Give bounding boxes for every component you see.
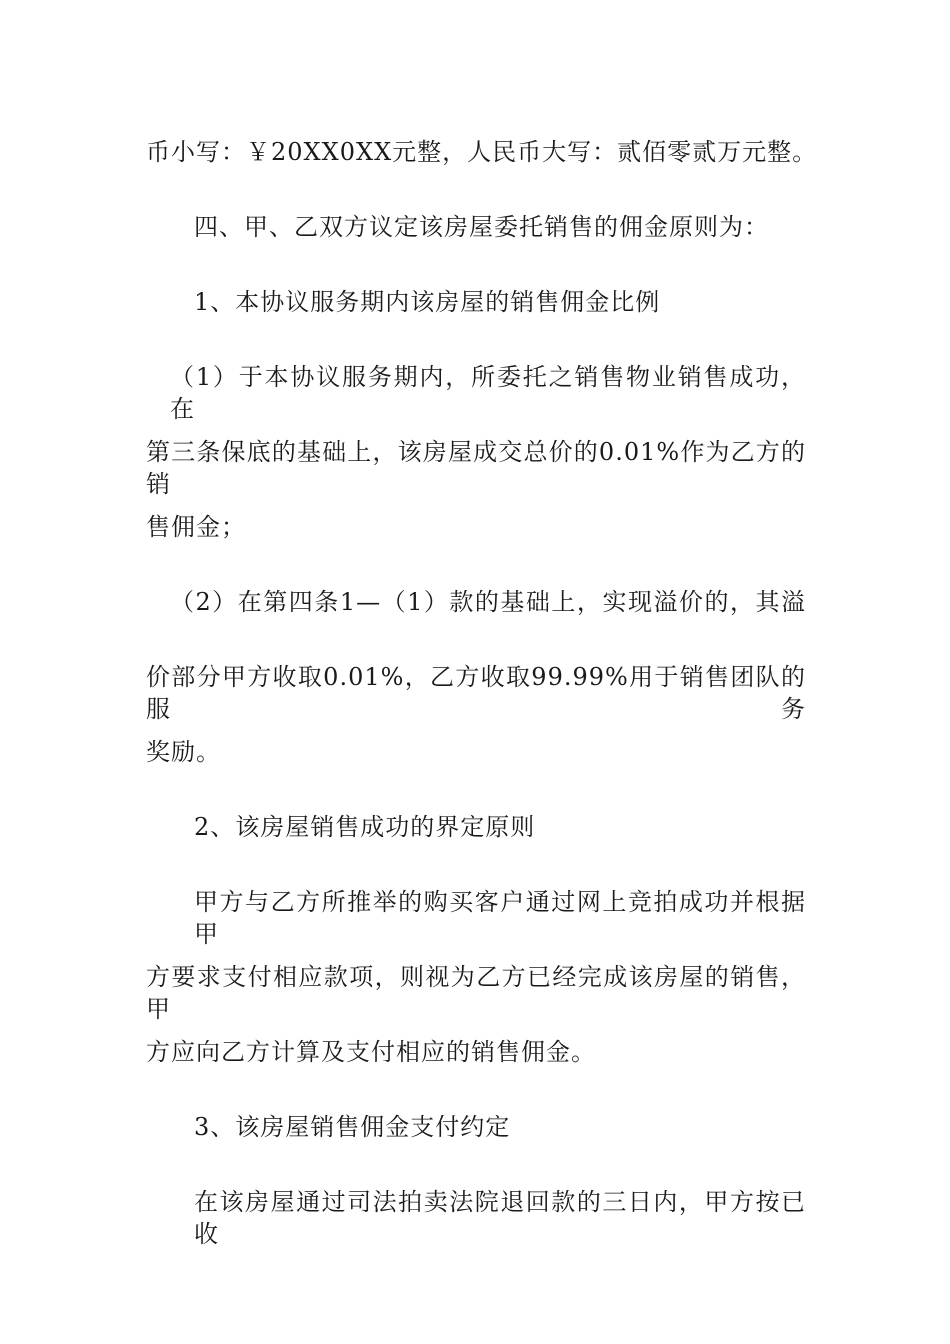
- text-line: （1）于本协议服务期内，所委托之销售物业销售成功，在: [170, 363, 806, 423]
- text-line: 价部分甲方收取0.01%，乙方收取99.99%用于销售团队的服务: [146, 663, 806, 723]
- text-line: 奖励。: [146, 738, 221, 766]
- clause-heading: 3、该房屋销售佣金支付约定: [194, 1113, 511, 1141]
- text-line: 币小写：￥20XX0XX元整，人民币大写：贰佰零贰万元整。: [146, 138, 818, 166]
- text-line: 第三条保底的基础上，该房屋成交总价的0.01%作为乙方的销: [146, 438, 806, 498]
- text-line: 方要求支付相应款项，则视为乙方已经完成该房屋的销售，甲: [146, 963, 806, 1023]
- section-heading: 四、甲、乙双方议定该房屋委托销售的佣金原则为：: [194, 213, 769, 241]
- clause-heading: 1、本协议服务期内该房屋的销售佣金比例: [194, 288, 661, 316]
- text-line: 在该房屋通过司法拍卖法院退回款的三日内，甲方按已收: [194, 1188, 806, 1248]
- text-line: （2）在第四条1—（1）款的基础上，实现溢价的，其溢: [170, 588, 806, 616]
- text-line: 售佣金；: [146, 513, 246, 541]
- clause-heading: 2、该房屋销售成功的界定原则: [194, 813, 536, 841]
- text-line: 甲方与乙方所推举的购买客户通过网上竞拍成功并根据甲: [194, 888, 806, 948]
- text-line: 方应向乙方计算及支付相应的销售佣金。: [146, 1038, 596, 1066]
